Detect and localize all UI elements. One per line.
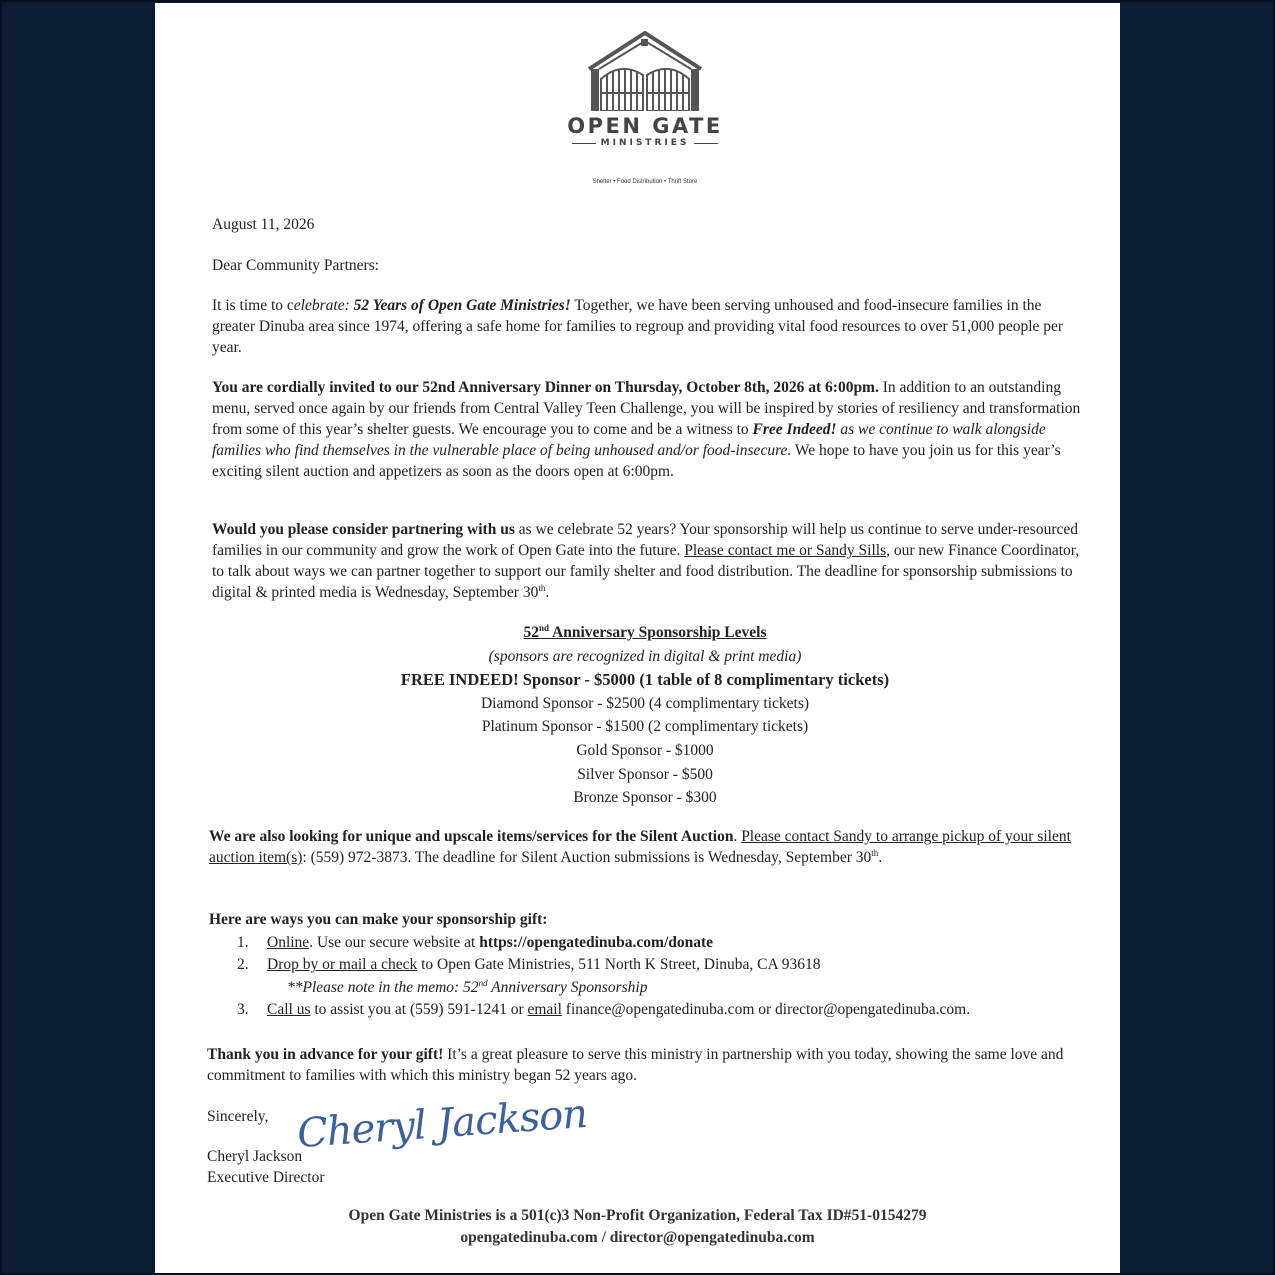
way-number: 2. <box>237 956 249 973</box>
sponsorship-levels <box>155 621 1135 810</box>
partnering-text-b: , our new Finance Coordinator, to talk about ways we can partner together to support our family shelter and food distribution. The deadline for sponsorship submissions to digital & printed media is Wednesday, September 30 <box>212 542 1080 601</box>
letter-page <box>155 3 1120 1273</box>
way-number: 1. <box>237 933 249 951</box>
way-mail <box>209 954 1084 977</box>
auction-bold: We are also looking for unique and upscale items/services for the Silent Auction <box>209 828 734 845</box>
paragraph-invitation <box>212 377 1087 482</box>
mail-check-link[interactable]: Drop by or mail a check <box>267 956 418 973</box>
gate-house-icon <box>585 29 705 111</box>
closing: Sincerely, <box>207 1108 269 1125</box>
memo-text-a: **Please note in the memo: 52 <box>287 978 479 996</box>
handwritten-signature: Cheryl Jackson <box>295 1090 589 1158</box>
levels-title <box>155 621 1135 645</box>
partnering-text-a: as we celebrate 52 years? Your sponsorship will help us continue to serve under-resourced families in our community and grow the work of Open Gate into the future. <box>212 521 1079 559</box>
donate-url-link[interactable]: https://opengatedinuba.com/donate <box>479 933 714 951</box>
level-silver: Silver Sponsor - $500 <box>577 765 713 783</box>
way-call <box>209 999 1084 1022</box>
way-call-text-b: finance@opengatedinuba.com or director@opengatedinuba.com. <box>561 1001 971 1018</box>
ways-heading: Here are ways you can make your sponsorship gift: <box>209 911 548 928</box>
memo-text-b: Anniversary Sponsorship <box>487 978 648 996</box>
call-us-link[interactable]: Call us <box>267 1001 311 1018</box>
paragraph-partnering <box>212 519 1087 603</box>
thanks-text: It’s a great pleasure to serve this ministry in partnership with you today, showing the same love and commitment to families with which this ministry began 52 years ago. <box>207 1046 1064 1084</box>
way-mail-text: to Open Gate Ministries, 511 North K Street, Dinuba, CA 93618 <box>417 956 821 973</box>
letter-date: August 11, 2026 <box>212 216 315 233</box>
ways-to-give <box>209 909 1084 1022</box>
memo-note <box>209 977 1084 1000</box>
partnering-bold: Would you please consider partnering with us <box>212 521 515 538</box>
levels-note: (sponsors are recognized in digital & print media) <box>488 647 802 665</box>
invitation-text-a: In addition to an outstanding menu, served once again by our friends from Central Valley Teen Challenge, you will be inspired by stories of resiliency and transformation from some of this year’s shelter guests. We encourage you to come and be a witness to <box>212 379 1081 438</box>
online-link[interactable]: Online <box>267 933 310 951</box>
email-link[interactable]: email <box>527 1001 562 1018</box>
memo-sup: nd <box>478 977 488 988</box>
open-gate-logo <box>565 29 725 149</box>
way-call-text: to assist you at (559) 591-1241 or <box>310 1001 528 1018</box>
invitation-text-b: We hope to have you join us for this year’s exciting silent auction and appetizers as soon as the doors open at 6:00pm. <box>212 442 1061 480</box>
logo-tagline: Shelter • Food Distribution • Thrift Store <box>592 179 698 185</box>
footer-nonprofit-line: Open Gate Ministries is a 501(c)3 Non-Profit Organization, Federal Tax ID#51-0154279 <box>348 1207 927 1224</box>
intro-emphasis: 52 Years of Open Gate Ministries! <box>353 297 571 314</box>
logo-subtitle <box>565 137 725 149</box>
letter-footer <box>155 1205 1120 1249</box>
logo-rule-right <box>694 143 718 144</box>
partnering-sup: th <box>538 582 546 593</box>
levels-title-b: Anniversary Sponsorship Levels <box>549 624 767 641</box>
auction-sup: th <box>871 847 879 858</box>
auction-text-b: : (559) 972-3873. The deadline for Silent Auction submissions is Wednesday, September 30 <box>302 849 872 866</box>
ways-list <box>209 932 1084 1022</box>
paragraph-thanks <box>207 1044 1082 1086</box>
intro-text-b: elebrate: <box>293 297 354 314</box>
invitation-bold: You are cordially invited to our 52nd Anniversary Dinner on Thursday, October 8th, 2026 at 6:00pm. <box>212 379 879 396</box>
intro-text-d: Together, we have been serving unhoused and food-insecure families in the greater Dinuba area since 1974, offering a safe home for families to regroup and providing vital food resources to over 51,000 people per year. <box>212 297 1064 356</box>
signer-name: Cheryl Jackson <box>207 1148 303 1165</box>
paragraph-auction <box>209 826 1084 868</box>
level-platinum: Platinum Sponsor - $1500 (2 complimentary tickets) <box>481 718 809 736</box>
auction-text-a: . <box>733 828 742 845</box>
auction-contact-link[interactable]: Please contact Sandy to arrange pickup of your silent auction item(s) <box>209 828 1071 866</box>
levels-title-a: 52 <box>523 624 539 641</box>
logo-subtitle-text: MINISTRIES <box>600 138 690 148</box>
level-bronze: Bronze Sponsor - $300 <box>573 789 717 807</box>
intro-text-a: It is time to c <box>212 297 294 314</box>
level-diamond: Diamond Sponsor - $2500 (4 complimentary tickets) <box>480 694 810 712</box>
level-gold: Gold Sponsor - $1000 <box>576 741 714 759</box>
thanks-bold: Thank you in advance for your gift! <box>207 1046 444 1063</box>
way-online <box>209 932 1084 955</box>
partnering-text-c: . <box>545 584 550 601</box>
letter-salutation: Dear Community Partners: <box>212 257 380 274</box>
auction-text-c: . <box>878 849 883 866</box>
way-online-text: . Use our secure website at <box>309 933 480 951</box>
footer-contact-line[interactable]: opengatedinuba.com / director@opengatedinuba.com <box>460 1229 815 1246</box>
signer-title: Executive Director <box>207 1169 325 1186</box>
levels-title-sup: nd <box>539 622 550 633</box>
contact-link[interactable]: Please contact me or Sandy Sills <box>684 542 887 559</box>
logo-wordmark: OPEN GATE <box>567 114 723 138</box>
way-number: 3. <box>237 1001 249 1018</box>
logo-rule-left <box>572 143 596 144</box>
free-indeed-emphasis: Free Indeed! <box>752 421 837 438</box>
level-free-indeed: FREE INDEED! Sponsor - $5000 (1 table of 8 complimentary tickets) <box>400 670 890 690</box>
invitation-italic: as we continue to walk alongside families who find themselves in the vulnerable place of being unhoused and/or food-insecure. <box>212 421 1046 459</box>
paragraph-intro <box>212 295 1087 358</box>
